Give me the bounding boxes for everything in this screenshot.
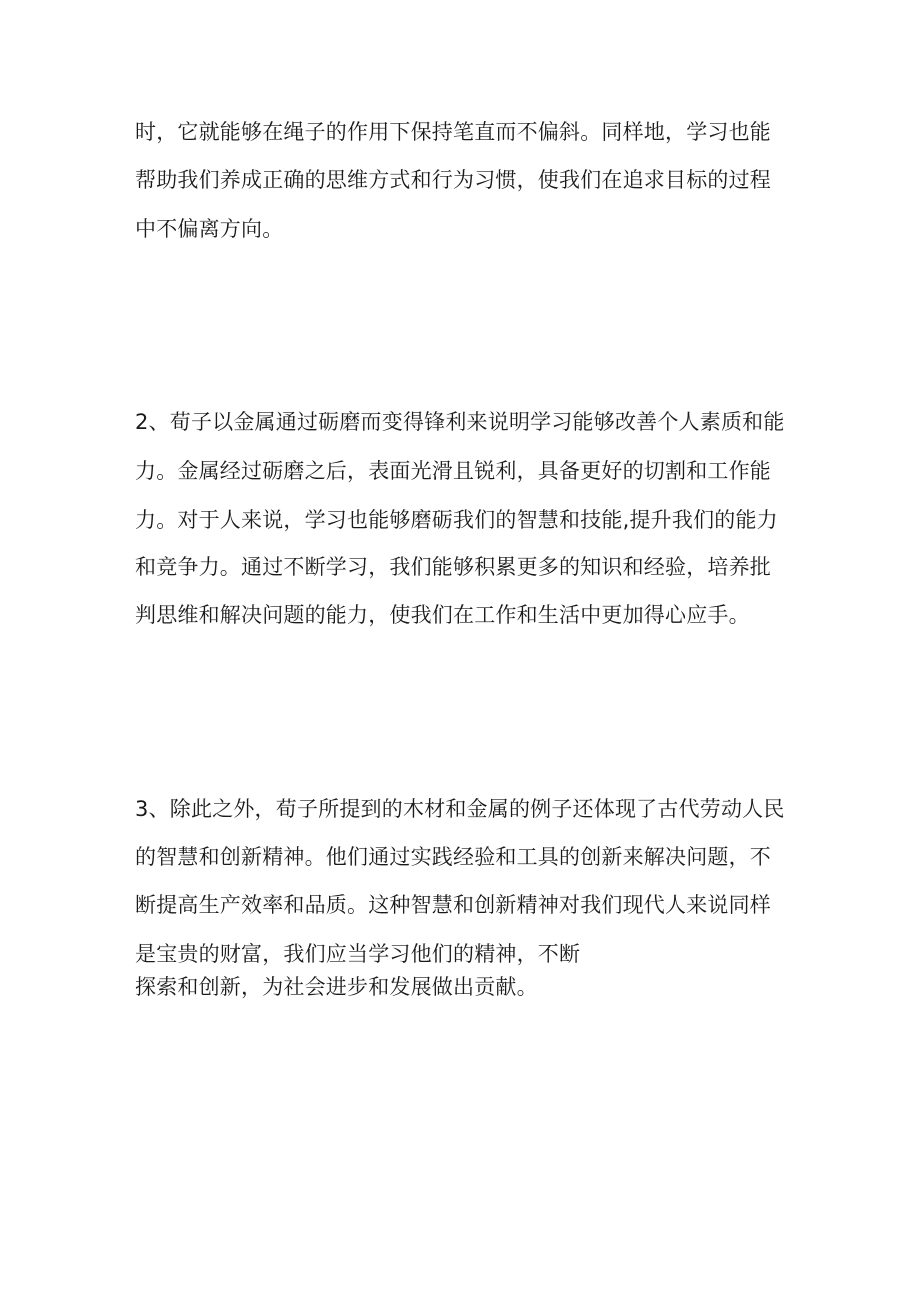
- paragraph-3-line-2: 的智慧和创新精神。他们通过实践经验和工具的创新来解决问题，不: [135, 845, 771, 869]
- paragraph-3-line-1: 3、除此之外，荀子所提到的木材和金属的例子还体现了古代劳动人民: [135, 797, 785, 821]
- paragraph-1-line-1: 时，它就能够在绳子的作用下保持笔直而不偏斜。同样地，学习也能: [135, 120, 771, 144]
- paragraph-3-line-5: 探索和创新，为社会进步和发展做出贡献。: [135, 975, 538, 999]
- paragraph-2-line-4: 和竞争力。通过不断学习，我们能够积累更多的知识和经验，培养批: [135, 555, 771, 579]
- paragraph-2-line-1: 2、荀子以金属通过砺磨而变得锋利来说明学习能够改善个人素质和能: [135, 410, 785, 434]
- paragraph-1-line-3: 中不偏离方向。: [135, 217, 284, 241]
- paragraph-1-line-2: 帮助我们养成正确的思维方式和行为习惯，使我们在追求目标的过程: [135, 168, 771, 192]
- paragraph-2-line-3: 力。对于人来说，学习也能够磨砺我们的智慧和技能,提升我们的能力: [135, 508, 778, 532]
- paragraph-2-line-5: 判思维和解决问题的能力，使我们在工作和生活中更加得心应手。: [135, 603, 750, 627]
- paragraph-2-line-2: 力。金属经过砺磨之后，表面光滑且锐利，具备更好的切割和工作能: [135, 459, 771, 483]
- paragraph-3-line-3: 断提高生产效率和品质。这种智慧和创新精神对我们现代人来说同样: [135, 893, 771, 917]
- paragraph-3-line-4: 是宝贵的财富，我们应当学习他们的精神，不断: [135, 942, 581, 966]
